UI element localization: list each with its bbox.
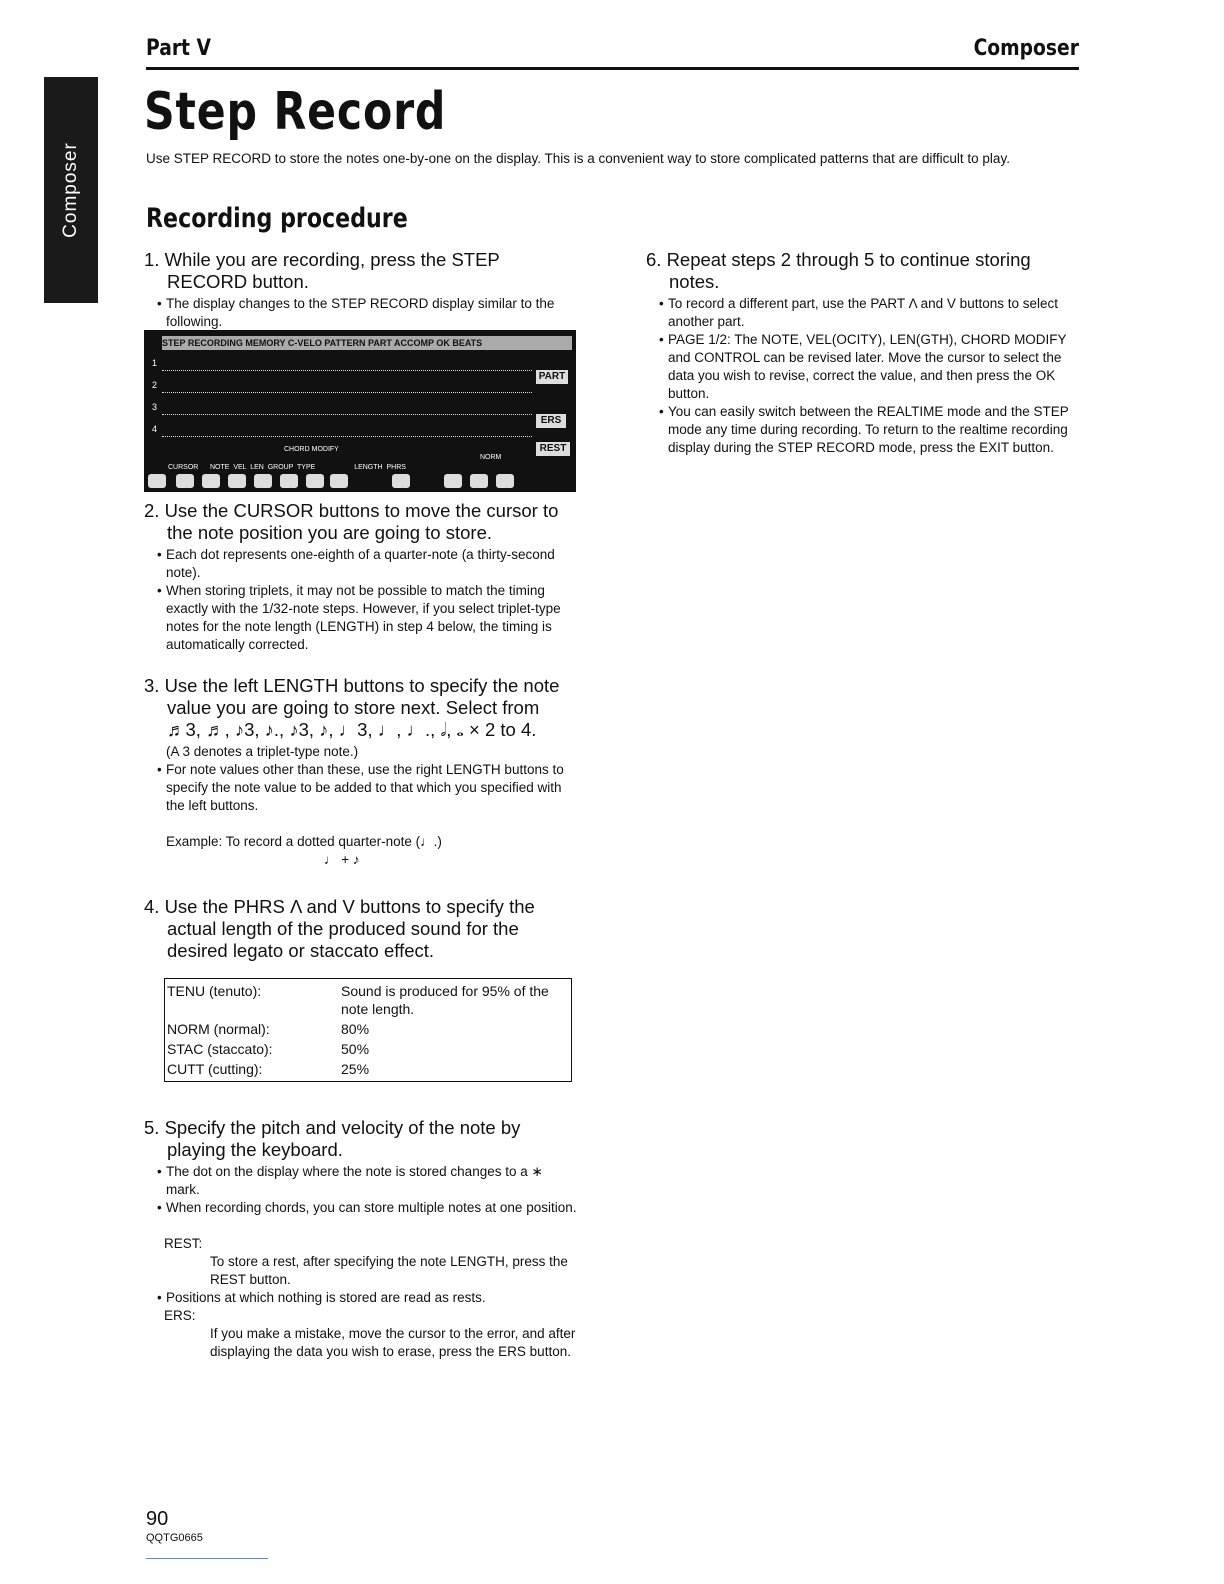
lcd-chord-modify: CHORD MODIFY <box>284 446 339 453</box>
intro-paragraph: Use STEP RECORD to store the notes one-by-one on the display. This is a convenient way to store complicated patterns that are difficult to play. <box>146 151 1010 166</box>
lcd-part-button[interactable]: PART <box>536 370 568 384</box>
lcd-updown-icon[interactable] <box>330 474 348 488</box>
step-4: 4. Use the PHRS Λ and V buttons to specify the actual length of the produced sound for the desired legato or staccato effect. <box>144 896 535 961</box>
lcd-updown-icon[interactable] <box>254 474 272 488</box>
table-cell: Sound is produced for 95% of the note length. <box>341 983 549 1017</box>
lcd-track-line <box>162 370 532 372</box>
table-cell: TENU (tenuto): <box>167 983 262 999</box>
table-row <box>165 981 571 1019</box>
right-column <box>646 249 1078 457</box>
table-cell: 25% <box>341 1061 370 1077</box>
page-number: 90 <box>146 1508 169 1530</box>
document-code: QQTG0665 <box>146 1532 203 1544</box>
left-column <box>144 249 578 331</box>
step-1-bullet: • The display changes to the STEP RECORD display similar to the following. <box>144 295 578 331</box>
step-3-note: (A 3 denotes a triplet-type note.) <box>166 744 359 759</box>
header-part: Part V <box>146 36 211 61</box>
lcd-row-number: 3 <box>152 402 158 412</box>
page-title: Step Record <box>144 82 447 142</box>
footer-divider <box>146 1558 268 1559</box>
lcd-rest-button[interactable]: REST <box>536 442 570 456</box>
lcd-ok-icon[interactable] <box>392 474 410 488</box>
table-cell: CUTT (cutting): <box>167 1061 263 1077</box>
lcd-updown-icon[interactable] <box>444 474 462 488</box>
table-cell: NORM (normal): <box>167 1021 270 1037</box>
side-tab-label: Composer <box>60 142 81 238</box>
section-title: Recording procedure <box>146 203 408 234</box>
step-3-example-formula: ♩ + ♪ <box>324 852 360 867</box>
ers-text: If you make a mistake, move the cursor to the error, and after displaying the data you wish to erase, press the ERS button. <box>210 1326 576 1359</box>
step-2-bullet: • When storing triplets, it may not be possible to match the timing exactly with the 1/32-note steps. However, if you select triplet-type notes for the note length (LENGTH) in step 4 below, the timing is automatically corrected. <box>144 582 578 654</box>
lcd-row-number: 1 <box>152 358 158 368</box>
lcd-topbar: STEP RECORDING MEMORY C-VELO PATTERN PART ACCOMP OK BEATS <box>162 336 572 350</box>
rest-text: To store a rest, after specifying the note LENGTH, press the REST button. <box>210 1254 568 1287</box>
ers-label: ERS: <box>164 1308 196 1323</box>
step-2: 2. Use the CURSOR buttons to move the cursor to the note position you are going to store. <box>144 500 559 543</box>
step-6-bullet: • PAGE 1/2: The NOTE, VEL(OCITY), LEN(GTH), CHORD MODIFY and CONTROL can be revised later. Move the cursor to select the data you wish to revise, correct the value, and then press the OK button. <box>646 331 1078 403</box>
rest-bullet: • Positions at which nothing is stored are read as rests. <box>144 1289 578 1307</box>
phrase-table <box>164 978 572 1082</box>
lcd-updown-icon[interactable] <box>202 474 220 488</box>
rest-label: REST: <box>164 1236 203 1251</box>
side-tab <box>44 77 98 303</box>
header-rule <box>146 67 1079 70</box>
table-cell: 80% <box>341 1021 370 1037</box>
step-6: 6. Repeat steps 2 through 5 to continue storing notes. <box>646 249 1031 292</box>
lcd-bottom-labels: CURSOR NOTE VEL LEN GROUP TYPE LENGTH PHRS <box>168 464 406 471</box>
step-2-block <box>144 500 578 654</box>
table-cell: STAC (staccato): <box>167 1041 273 1057</box>
table-row <box>165 1039 571 1059</box>
lcd-track-line <box>162 436 532 438</box>
step-5-bullet: • The dot on the display where the note is stored changes to a ∗ mark. <box>144 1163 578 1199</box>
lcd-cursor-right-icon[interactable] <box>176 474 194 488</box>
step-3-block <box>144 675 578 869</box>
lcd-norm: NORM <box>480 454 502 461</box>
header-section: Composer <box>973 36 1079 61</box>
lcd-row-number: 2 <box>152 380 158 390</box>
step-5-bullet: • When recording chords, you can store multiple notes at one position. <box>144 1199 578 1217</box>
lcd-updown-icon[interactable] <box>228 474 246 488</box>
lcd-track-line <box>162 414 532 416</box>
lcd-cursor-left-icon[interactable] <box>148 474 166 488</box>
step-5-block <box>144 1117 578 1361</box>
step-3: 3. Use the left LENGTH buttons to specify the note value you are going to store next. Select from ♬3, ♬, ♪3, ♪., ♪3, ♪, ♩3, ♩, ♩., 𝅗𝅥, 𝅝 × 2 to 4. <box>144 675 560 740</box>
step-3-example: Example: To record a dotted quarter-note (♩.) <box>166 834 442 849</box>
lcd-row-number: 4 <box>152 424 158 434</box>
lcd-updown-icon[interactable] <box>496 474 514 488</box>
step-2-bullet: • Each dot represents one-eighth of a quarter-note (a thirty-second note). <box>144 546 578 582</box>
step-6-bullet: • You can easily switch between the REALTIME mode and the STEP mode any time during recording. To return to the realtime recording display during the STEP RECORD mode, press the EXIT button. <box>646 403 1078 457</box>
lcd-updown-icon[interactable] <box>280 474 298 488</box>
table-row <box>165 1019 571 1039</box>
lcd-display <box>144 330 576 492</box>
table-row <box>165 1059 571 1079</box>
lcd-track-line <box>162 392 532 394</box>
lcd-updown-icon[interactable] <box>470 474 488 488</box>
step-3-bullet: • For note values other than these, use the right LENGTH buttons to specify the note value to be added to that which you specified with the left buttons. <box>144 761 578 815</box>
step-5: 5. Specify the pitch and velocity of the note by playing the keyboard. <box>144 1117 521 1160</box>
lcd-updown-icon[interactable] <box>306 474 324 488</box>
step-6-bullet: • To record a different part, use the PART Λ and V buttons to select another part. <box>646 295 1078 331</box>
table-cell: 50% <box>341 1041 370 1057</box>
step-1: 1. While you are recording, press the STEP RECORD button. <box>144 249 500 292</box>
step-4-block <box>144 896 578 962</box>
lcd-ers-button[interactable]: ERS <box>536 414 566 428</box>
